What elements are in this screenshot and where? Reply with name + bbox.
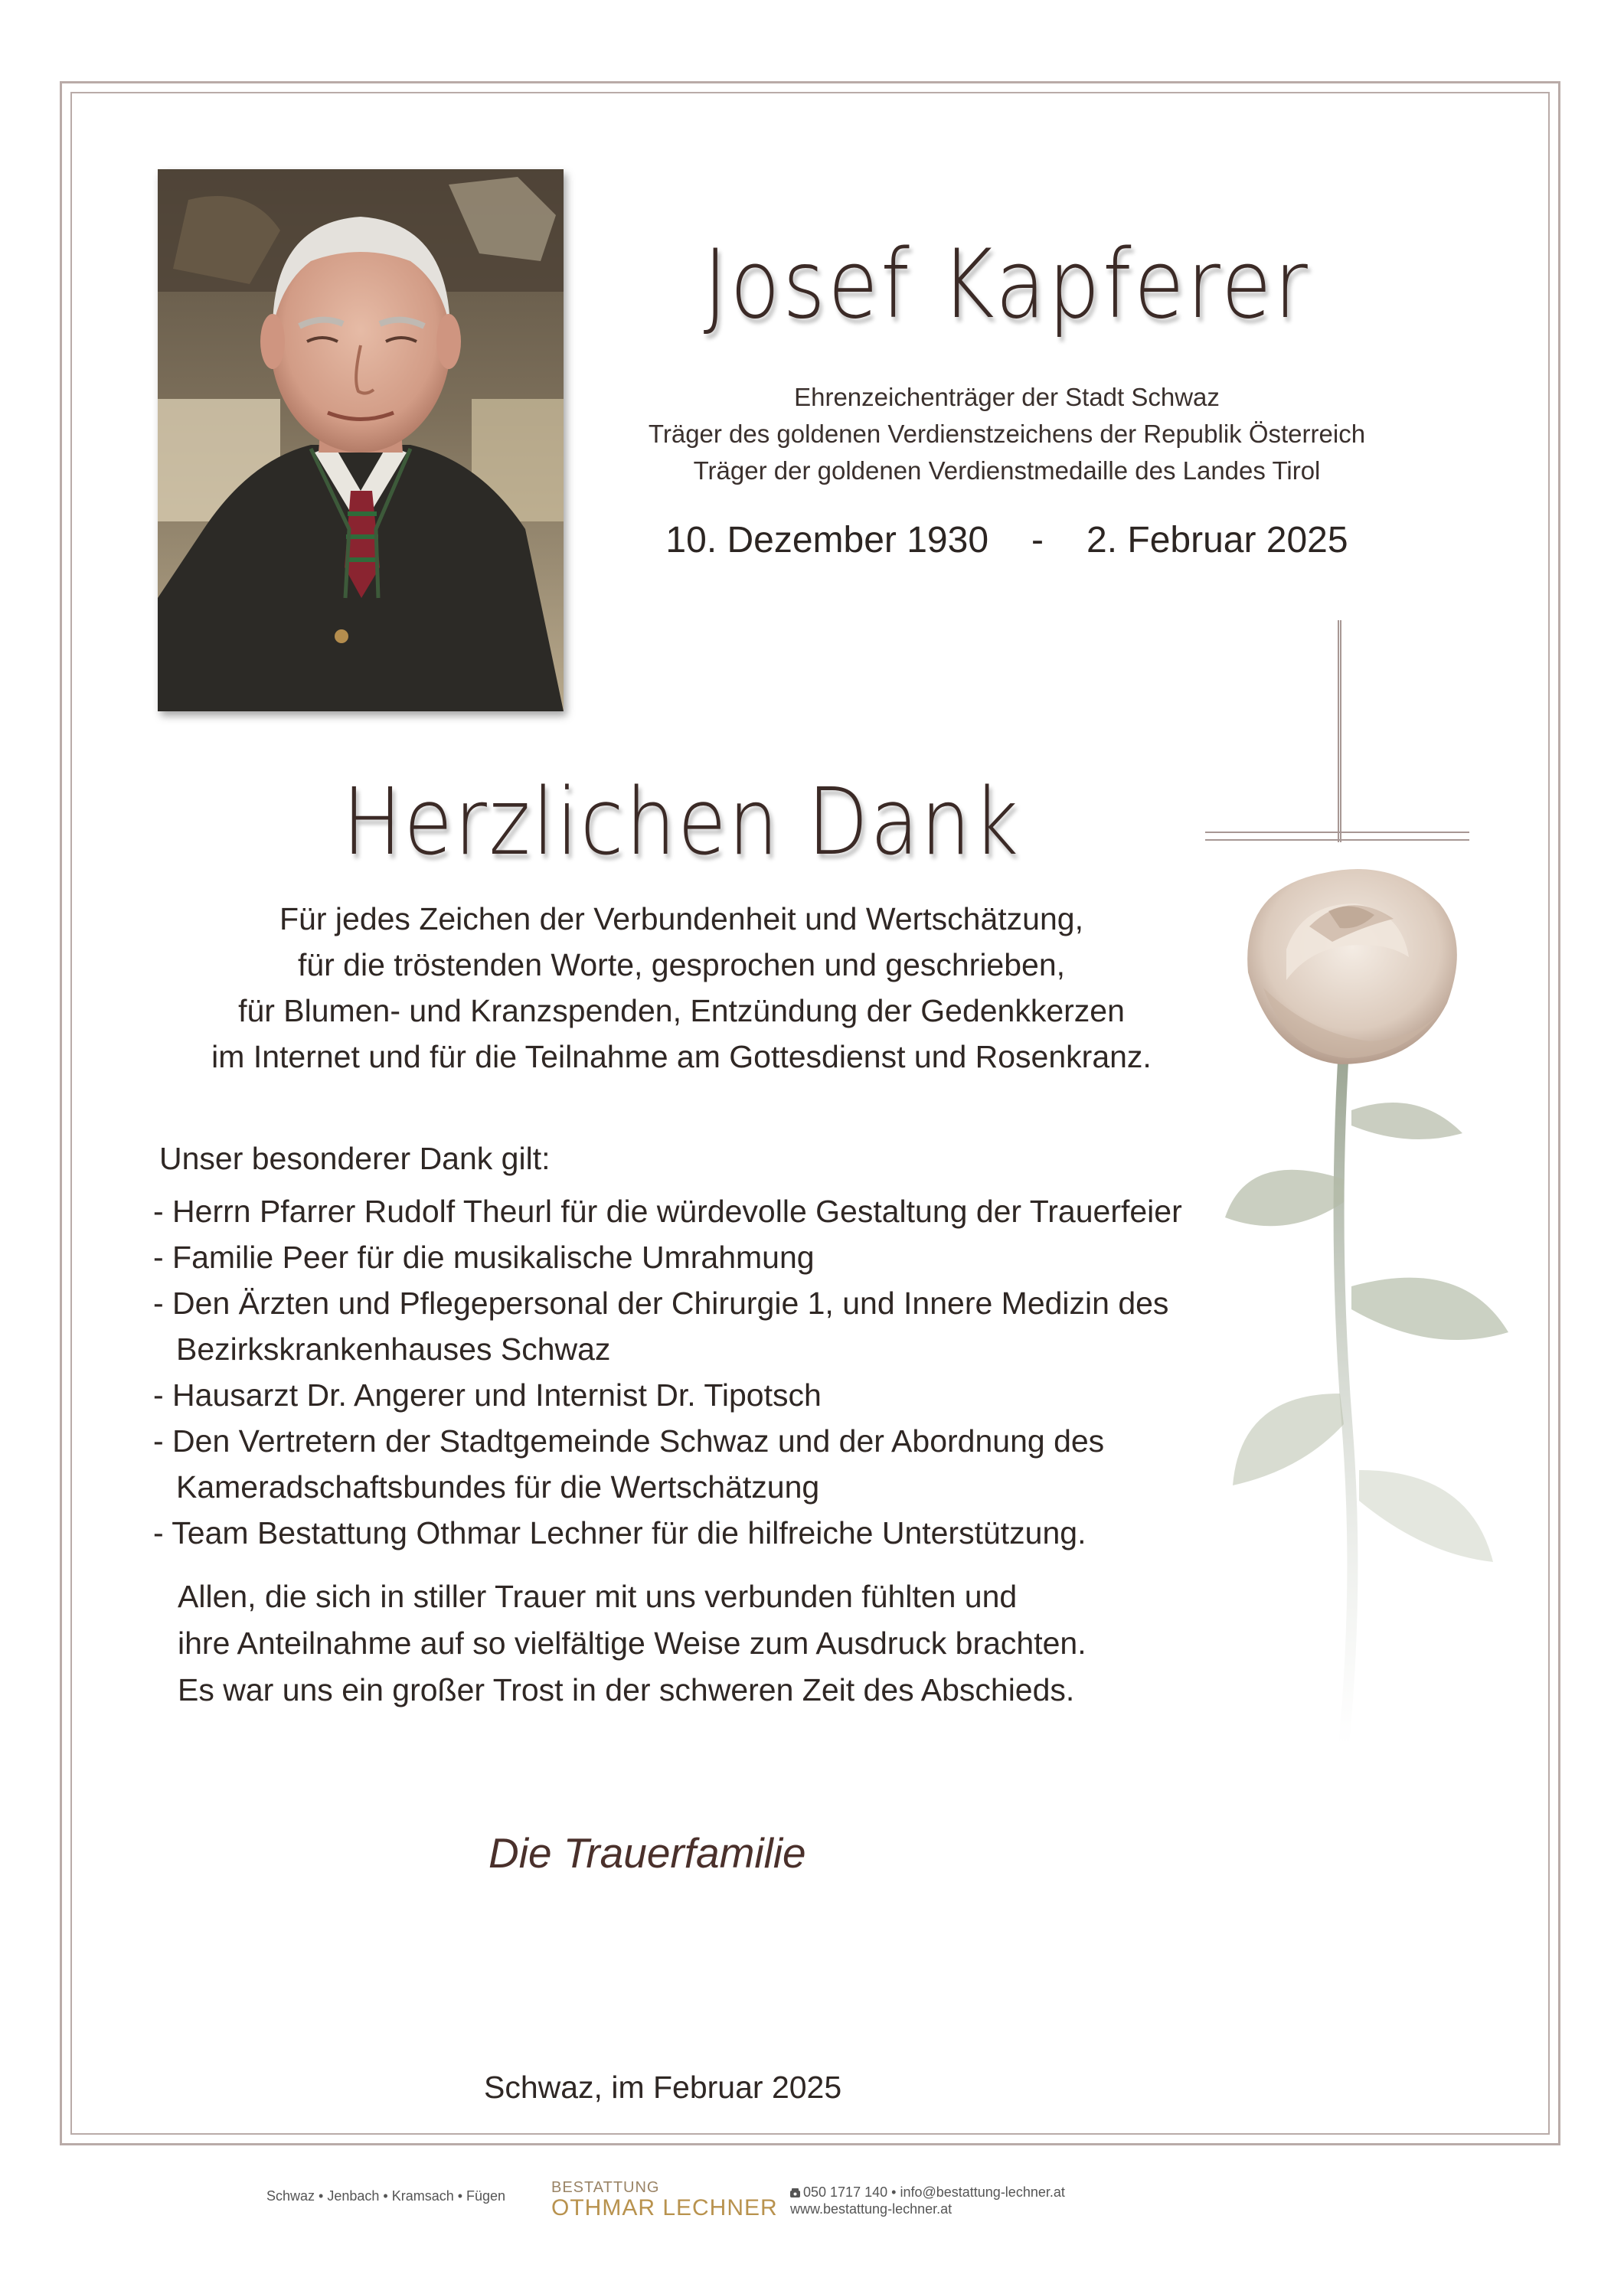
rose-illustration [1217,858,1539,1746]
thanks-line: im Internet und für die Teilnahme am Gottesdienst und Rosenkranz. [211,1039,1152,1074]
thanks-text [168,896,1194,1080]
logo-line-1: BESTATTUNG [551,2179,660,2196]
closing-line: Es war uns ein großer Trost in der schweren Zeit des Abschieds. [178,1672,1075,1707]
honor-line: Träger der goldenen Verdienstmedaille des Landes Tirol [693,456,1321,485]
list-item: - Hausarzt Dr. Angerer und Internist Dr. Tipotsch [153,1377,822,1413]
thanks-title: Herzlichen Dank [342,770,1021,876]
thanks-line: Für jedes Zeichen der Verbundenheit und Wertschätzung, [279,901,1083,936]
special-thanks-heading: Unser besonderer Dank gilt: [159,1141,551,1176]
death-date: 2. Februar 2025 [1086,520,1348,560]
list-item: - Herrn Pfarrer Rudolf Theurl für die würdevolle Gestaltung der Trauerfeier [153,1194,1182,1229]
list-item: - Den Ärzten und Pflegepersonal der Chirurgie 1, und Innere Medizin des Bezirkskrankenhauses Schwaz [153,1286,1169,1367]
life-dates [582,519,1432,561]
funeral-home-logo [551,2179,778,2220]
email-link[interactable]: info@bestattung-lechner.at [900,2184,1065,2200]
list-item: - Team Bestattung Othmar Lechner für die hilfreiche Unterstützung. [153,1515,1086,1550]
honor-line: Ehrenzeichenträger der Stadt Schwaz [794,383,1220,411]
closing-text [178,1573,1250,1714]
deceased-name: Josef Kapferer [703,230,1311,340]
logo-line-2: OTHMAR LECHNER [551,2195,778,2220]
list-item: - Familie Peer für die musikalische Umrahmung [153,1240,815,1275]
honor-line: Träger des goldenen Verdienstzeichens der Republik Österreich [648,420,1366,448]
honors-list [582,379,1432,489]
place-date: Schwaz, im Februar 2025 [484,2070,842,2105]
phone-icon [790,2188,800,2197]
list-item: - Den Vertretern der Stadtgemeinde Schwaz und der Abordnung des Kameradschaftsbundes für die Wertschätzung [153,1423,1105,1505]
date-separator: - [1031,520,1044,560]
cross-icon-horizontal [1205,832,1469,841]
footer-contact: 050 1717 140 • info@bestattung-lechner.at www.bestattung-lechner.at [790,2184,1065,2217]
portrait-photo [158,169,564,711]
closing-line: ihre Anteilnahme auf so vielfältige Weise zum Ausdruck brachten. [178,1626,1086,1661]
closing-line: Allen, die sich in stiller Trauer mit uns verbunden fühlten und [178,1579,1018,1614]
footer-towns: Schwaz • Jenbach • Kramsach • Fügen [266,2188,506,2204]
cross-icon-vertical [1338,620,1341,842]
special-thanks-list [153,1188,1240,1556]
signature: Die Trauerfamilie [489,1829,806,1877]
birth-date: 10. Dezember 1930 [665,520,989,560]
phone-number: 050 1717 140 [803,2184,888,2200]
website-link[interactable]: www.bestattung-lechner.at [790,2201,953,2217]
thanks-line: für die tröstenden Worte, gesprochen und geschrieben, [297,947,1066,982]
thanks-line: für Blumen- und Kranzspenden, Entzündung der Gedenkkerzen [238,993,1125,1028]
